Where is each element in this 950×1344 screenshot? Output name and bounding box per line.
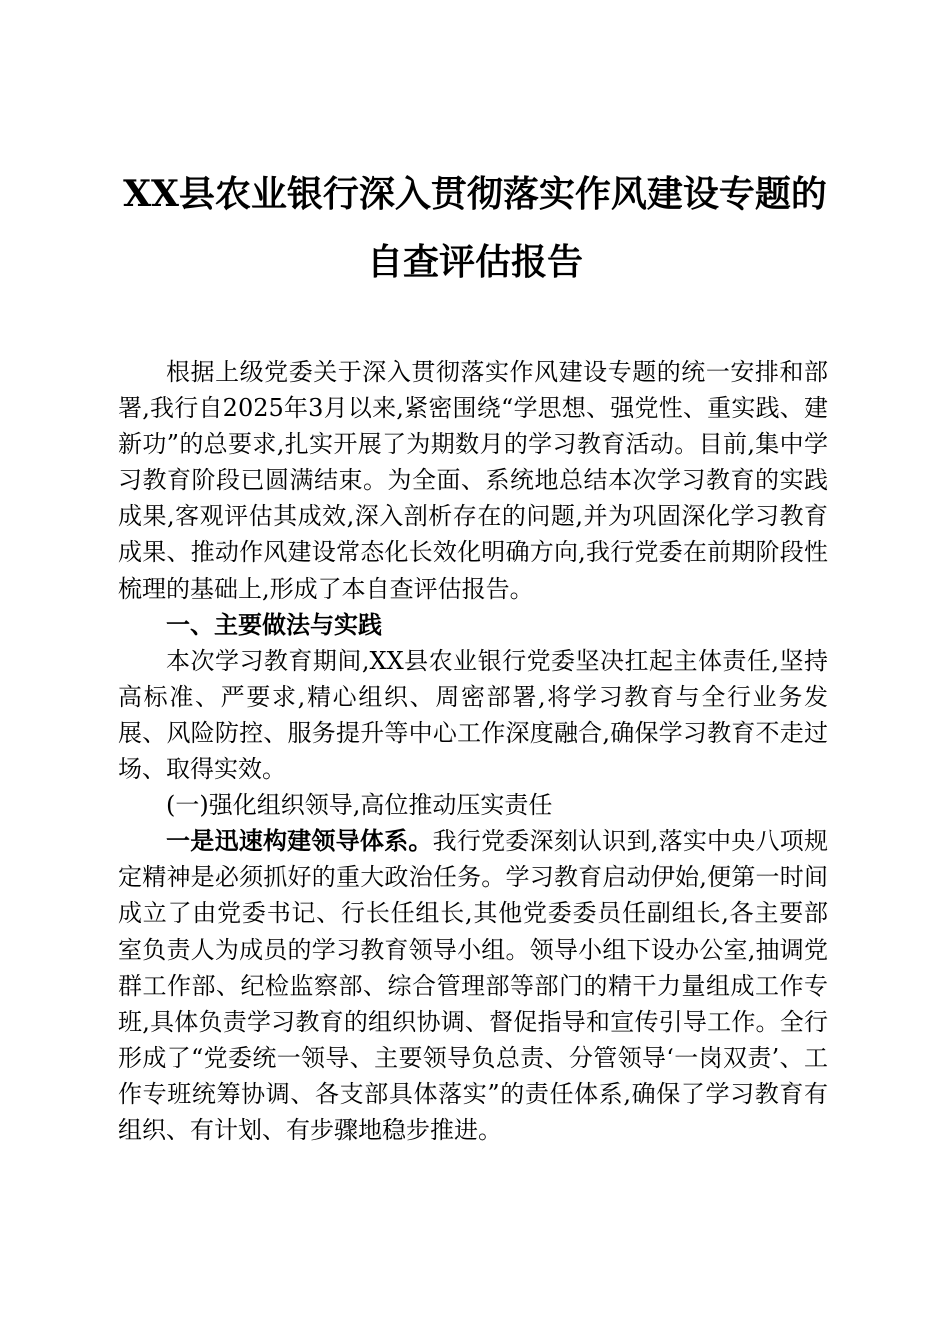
document-title-line-2: 自查评估报告 — [366, 241, 583, 283]
document-title-line-1: XX县农业银行深入贯彻落实作风建设专题的 — [123, 173, 827, 215]
section-1-heading: 一、主要做法与实践 — [166, 610, 382, 639]
section-1-paragraph: 本次学习教育期间,XX县农业银行党委坚决扛起主体责任,坚持高标准、严要求,精心组织、周密部署,将学习教育与全行业务发展、风险防控、服务提升等中心工作深度融合,确保学习教育不走过场、取得实效。 — [118, 646, 828, 784]
intro-paragraph: 根据上级党委关于深入贯彻落实作风建设专题的统一安排和部署,我行自2025年3月以来,紧密围绕“学思想、强党性、重实践、建新功”的总要求,扎实开展了为期数月的学习教育活动。目前,集中学习教育阶段已圆满结束。为全面、系统地总结本次学习教育的实践成果,客观评估其成效,深入剖析存在的问题,并为巩固深化学习教育成果、推动作风建设常态化长效化明确方向,我行党委在前期阶段性梳理的基础上,形成了本自查评估报告。 — [118, 358, 828, 603]
point-1-lead: 一是迅速构建领导体系。 — [166, 826, 433, 856]
point-1-paragraph — [118, 823, 828, 1148]
document-body — [118, 354, 828, 1148]
point-1-body: 我行党委深刻认识到,落实中央八项规定精神是必须抓好的重大政治任务。学习教育启动伊始,便第一时间成立了由党委书记、行长任组长,其他党委委员任副组长,各主要部室负责人为成员的学习教育领导小组。领导小组下设办公室,抽调党群工作部、纪检监察部、综合管理部等部门的精干力量组成工作专班,具体负责学习教育的组织协调、督促指导和宣传引导工作。全行形成了“党委统一领导、主要领导负总责、分管领导‘一岗双责’、工作专班统筹协调、各支部具体落实”的责任体系,确保了学习教育有组织、有计划、有步骤地稳步推进。 — [118, 827, 828, 1144]
subsection-1-heading: (一)强化组织领导,高位推动压实责任 — [166, 791, 553, 820]
